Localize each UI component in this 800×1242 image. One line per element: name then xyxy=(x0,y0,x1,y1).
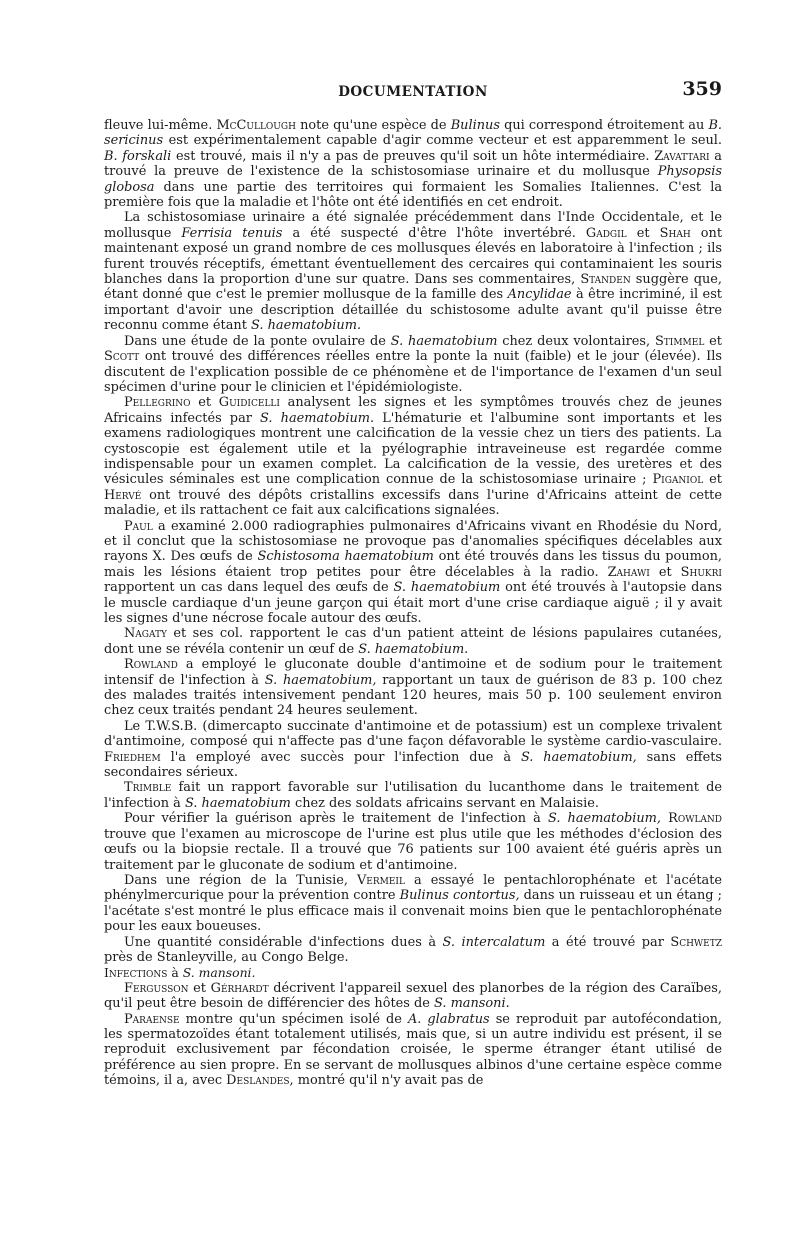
author-name: Zahawi xyxy=(607,564,650,580)
page-number: 359 xyxy=(682,78,722,100)
italic-term: S. haematobium, xyxy=(547,811,661,827)
italic-term: Ancylidae xyxy=(507,287,572,303)
text-run: a été trouvé par xyxy=(545,934,671,950)
text-run: est trouvé, mais il n'y a pas de preuves qu'il soit un hôte intermédiaire. xyxy=(171,148,655,164)
paragraph xyxy=(104,1012,722,1089)
section-heading xyxy=(104,965,722,980)
text-run: chez des soldats africains servant en Malaisie. xyxy=(290,795,600,811)
text-run: fait un rapport favorable sur l'utilisation du lucanthome dans le traitement de l'infection à xyxy=(104,780,722,811)
text-run: trouve que l'examen au microscope de l'urine est plus utile que les méthodes d'éclosion des œufs ou la biopsie rectale. Il a trouvé que 76 patients sur 100 avaient été guéris après un traitement par le gluconate de sodium et d'antimoine. xyxy=(104,826,722,873)
paragraph xyxy=(104,981,722,1012)
text-run: note qu'une espèce de xyxy=(295,118,451,133)
text-run: ont trouvé des différences réelles entre la ponte la nuit (faible) et le jour (élevée). Ils discutent de l'explication possible de ce phénomène et de l'importance de l'examen d'un seul spécimen d'urine pour le clinicien et l'épidémiologiste. xyxy=(104,349,722,395)
text-run: a employé le gluconate double d'antimoine et de sodium pour le traitement intensif de l'infection à xyxy=(104,657,722,688)
running-title: DOCUMENTATION xyxy=(338,84,488,100)
paragraph xyxy=(104,873,722,935)
text-run: et xyxy=(704,333,722,349)
author-name: Shah xyxy=(659,225,691,241)
text-run: l'a employé avec succès pour l'infection due à xyxy=(160,749,521,765)
author-name: Shukri xyxy=(680,564,722,580)
italic-term: Schistosoma haematobium xyxy=(257,549,434,565)
text-run: sans effets secondaires sérieux. xyxy=(104,749,723,781)
author-name: Stimmel xyxy=(654,333,705,349)
paragraph xyxy=(104,519,722,627)
paragraph xyxy=(104,811,722,873)
body-text xyxy=(104,118,722,1089)
paragraph xyxy=(104,210,722,333)
text-run: a trouvé la preuve de l'existence de la schistosomiase urinaire et du mollusque xyxy=(104,148,722,180)
italic-term: Ferrisia tenuis xyxy=(181,225,283,241)
text-run: et xyxy=(626,225,660,241)
paragraph xyxy=(104,626,722,657)
text-run: près de Stanleyville, au Congo Belge. xyxy=(104,949,349,965)
italic-term: S. haematobium xyxy=(390,333,498,349)
paragraph xyxy=(104,395,722,518)
text-run: décrivent l'appareil sexuel des planorbes de la région des Caraïbes, qu'il peut être besoin de différencier des hôtes de xyxy=(104,980,722,1012)
text-run: se reproduit par autofécondation, les spermatozoïdes étant totalement utilisés, mais que, si un autre individu est présent, il se reproduit exclusivement par fécondation croisée, le sperme étranger étant utilisé de préférence au sien propre. En se servant de mollusques albinos d'une certaine espèce comme témoins, il a, avec xyxy=(104,1011,722,1089)
author-name: Gadgil xyxy=(585,225,627,241)
author-name: Zavattari xyxy=(654,148,710,164)
italic-term: S. intercalatum xyxy=(442,934,546,950)
text-run: à être incriminé, il est important d'avoir une description détaillée du schistosome adulte avant qu'il puisse être reconnu comme étant xyxy=(104,287,722,334)
text-run: ont été trouvés à l'autopsie dans le muscle cardiaque d'un jeune garçon qui était mort d'une crise cardiaque aiguë ; il y avait les signes d'une nécrose focale autour des œufs. xyxy=(104,580,722,626)
text-run: La schistosomiase urinaire a été signalée précédemment dans l'Inde Occidentale, et le mollusque xyxy=(104,210,722,241)
italic-term: Bulinus xyxy=(450,118,500,133)
author-name: Rowland xyxy=(668,811,723,827)
text-run: Dans une étude de la ponte ovulaire de xyxy=(124,333,391,349)
text-run: rapportent un cas dans lequel des œufs de xyxy=(104,580,394,596)
author-name: Paul xyxy=(124,518,153,534)
text-run: suggère que, étant donné que c'est le premier mollusque de la famille des xyxy=(104,272,722,303)
italic-term: B. sericinus xyxy=(104,118,723,149)
text-run: à xyxy=(167,965,183,981)
paragraph xyxy=(104,657,722,719)
author-name: Deslandes xyxy=(226,1073,290,1089)
author-name: Friedhem xyxy=(104,749,161,765)
text-run: Dans une région de la Tunisie, xyxy=(124,872,357,888)
italic-term: S. haematobium. xyxy=(260,410,375,426)
text-run: et xyxy=(188,980,211,996)
text-run: Pour vérifier la guérison après le traitement de l'infection à xyxy=(124,811,548,827)
text-run: est expérimentalement capable d'agir comme vecteur et est apparemment le seul. xyxy=(163,133,722,149)
author-name: Fergusson xyxy=(124,980,189,996)
paragraph xyxy=(104,719,722,781)
author-name: Pellegrino xyxy=(124,395,191,411)
italic-term: B. forskali xyxy=(104,148,172,164)
italic-term: S. haematobium. xyxy=(358,641,469,657)
text-run: ont trouvé des dépôts cristallins excessifs dans l'urine d'Africains atteint de cette maladie, et ils rattachent ce fait aux calcifications signalées. xyxy=(104,487,722,519)
author-name: Paraense xyxy=(124,1011,180,1027)
italic-term: S. haematobium, xyxy=(264,672,377,688)
italic-term: S. mansoni. xyxy=(182,965,256,981)
italic-term: S. mansoni. xyxy=(434,996,510,1012)
paragraph xyxy=(104,935,722,966)
text-run: a été suspecté d'être l'hôte invertébré. xyxy=(282,225,586,241)
author-name: Gérhardt xyxy=(210,980,269,996)
author-name: Piganiol xyxy=(652,472,704,488)
text-run: et xyxy=(190,395,219,411)
author-name: Infections xyxy=(104,965,168,981)
author-name: Guidicelli xyxy=(218,395,280,411)
text-run: L'hématurie et l'albumine sont importants et les examens radiologiques montrent une calcification de la vessie chez un tiers des patients. La cystoscopie est également utile et la pyélographie intraveineuse est regardée comme indispensable pour un examen complet. La calcification de la vessie, des uretères et des vésicules séminales est une complication connue de la schistosomiase urinaire ; xyxy=(104,410,722,488)
text-run: ont été trouvés dans les tissus du poumon, mais les lésions étaient trop petites pour être décelables à la radio. xyxy=(104,549,723,580)
italic-term: Bulinus contortus, xyxy=(399,888,520,904)
italic-term: A. glabratus xyxy=(407,1011,490,1027)
text-run: analysent les signes et les symptômes trouvés chez de jeunes Africains infectés par xyxy=(104,395,722,426)
italic-term: Physopsis globosa xyxy=(104,164,722,195)
paragraph xyxy=(104,780,722,811)
author-name: McCullough xyxy=(216,118,296,133)
author-name: Trimble xyxy=(124,780,172,796)
author-name: Nagaty xyxy=(124,626,167,642)
running-header xyxy=(104,76,722,108)
author-name: Schwetz xyxy=(670,934,723,950)
italic-term: S. haematobium, xyxy=(520,749,637,765)
author-name: Rowland xyxy=(124,657,178,673)
text-run: rapportant un taux de guérison de 83 p. 100 chez des malades traités intensivement pendant 120 heures, mais 50 p. 100 seulement environ chez ceux traités pendant 24 heures seulement. xyxy=(104,672,723,719)
author-name: Hervé xyxy=(104,487,142,503)
text-run: , montré qu'il n'y avait pas de xyxy=(289,1073,484,1089)
text-run: et xyxy=(649,564,681,580)
paragraph xyxy=(104,334,722,396)
author-name: Vermeil xyxy=(356,872,405,888)
text-run: ont maintenant exposé un grand nombre de ces mollusques élevés en laboratoire à l'infection ; ils furent trouvés réceptifs, émettant éventuellement des cercaires qui contaminaient les souris blanches dans la proportion d'une sur quatre. Dans ses commentaires, xyxy=(104,225,722,288)
text-run: Le T.W.S.B. (dimercapto succinate d'antimoine et de potassium) est un complexe trivalent d'antimoine, composé qui n'affecte pas d'une façon défavorable le système cardio-vasculaire. xyxy=(104,718,722,750)
text-run: qui correspond étroitement au xyxy=(499,118,709,133)
text-run: dans un ruisseau et un étang ; l'acétate s'est montré le plus efficace mais il convenait moins bien que le pentachlorophénate pour les eaux boueuses. xyxy=(104,888,723,935)
italic-term: S. haematobium. xyxy=(251,318,362,334)
author-name: Scott xyxy=(104,349,140,365)
document-page xyxy=(104,76,722,1089)
italic-term: S. haematobium xyxy=(184,795,291,811)
text-run: dans une partie des territoires qui formaient les Somalies Italiennes. C'est la première fois que la maladie et l'hôte ont été identifiés en cet endroit. xyxy=(104,179,722,211)
italic-term: S. haematobium xyxy=(393,580,501,596)
text-run: a examiné 2.000 radiographies pulmonaires d'Africains vivant en Rhodésie du Nord, et il conclut que la schistosomiase ne provoque pas d'anomalies spécifiques décelables aux rayons X. Des œufs de xyxy=(104,518,722,565)
text-run: montre qu'un spécimen isolé de xyxy=(179,1011,408,1027)
text-run: chez deux volontaires, xyxy=(497,333,655,349)
text-run: et ses col. rapportent le cas d'un patient atteint de lésions papulaires cutanées, dont une se révéla contenir un œuf de xyxy=(104,626,722,657)
author-name: Standen xyxy=(580,272,631,288)
text-run: fleuve lui-même. xyxy=(104,118,217,133)
text-run: Une quantité considérable d'infections dues à xyxy=(124,934,443,950)
text-run: et xyxy=(703,472,722,488)
paragraph xyxy=(104,118,722,210)
text-run: a essayé le pentachlorophénate et l'acétate phénylmercurique pour la prévention contre xyxy=(104,872,722,904)
